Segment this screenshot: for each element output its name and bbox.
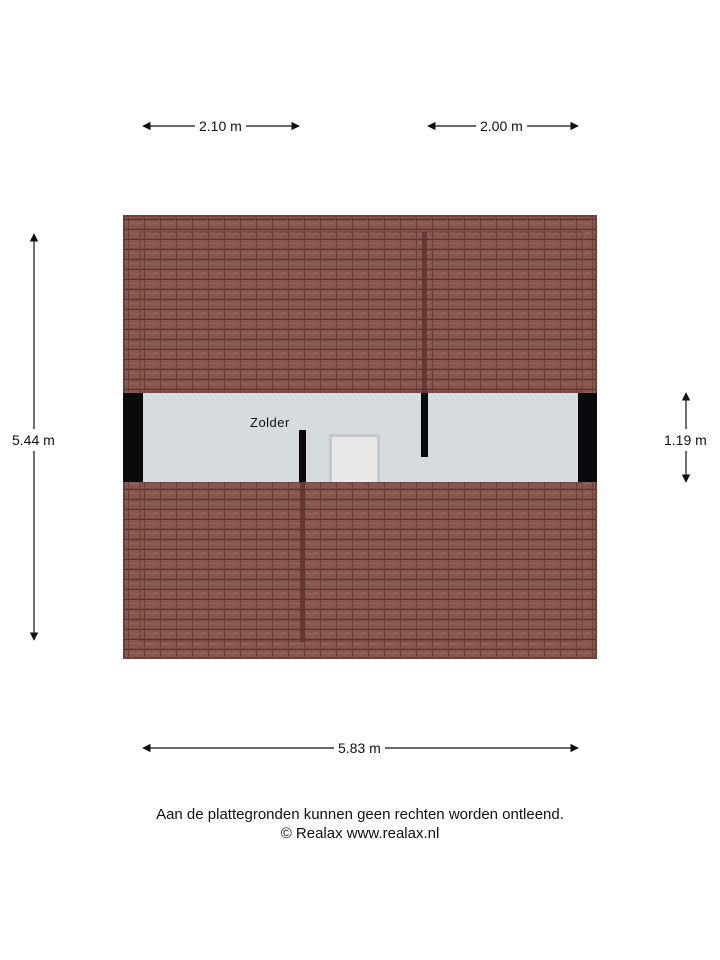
dim-label-top-left: 2.10 m bbox=[195, 118, 246, 134]
partition-wall-right-stub bbox=[421, 393, 428, 457]
dim-label-total-width: 5.83 m bbox=[334, 740, 385, 756]
roof-ridge-line-upper bbox=[422, 232, 427, 393]
partition-wall-left-stub bbox=[299, 430, 306, 482]
skylight-hatch-inner bbox=[332, 437, 377, 482]
dim-label-side-height: 1.19 m bbox=[664, 429, 707, 451]
wall-right bbox=[578, 393, 597, 482]
roof-ridge-line-lower bbox=[300, 482, 305, 642]
footer-disclaimer: Aan de plattegronden kunnen geen rechten worden ontleend. bbox=[156, 806, 564, 823]
dim-label-top-right: 2.00 m bbox=[476, 118, 527, 134]
room-label-zolder: Zolder bbox=[250, 415, 290, 430]
roof-lower-slope bbox=[125, 482, 595, 657]
footer-copyright: © Realax www.realax.nl bbox=[280, 825, 440, 842]
dim-label-total-height: 5.44 m bbox=[12, 429, 55, 451]
roof-upper-slope bbox=[125, 217, 595, 393]
wall-left bbox=[123, 393, 143, 482]
